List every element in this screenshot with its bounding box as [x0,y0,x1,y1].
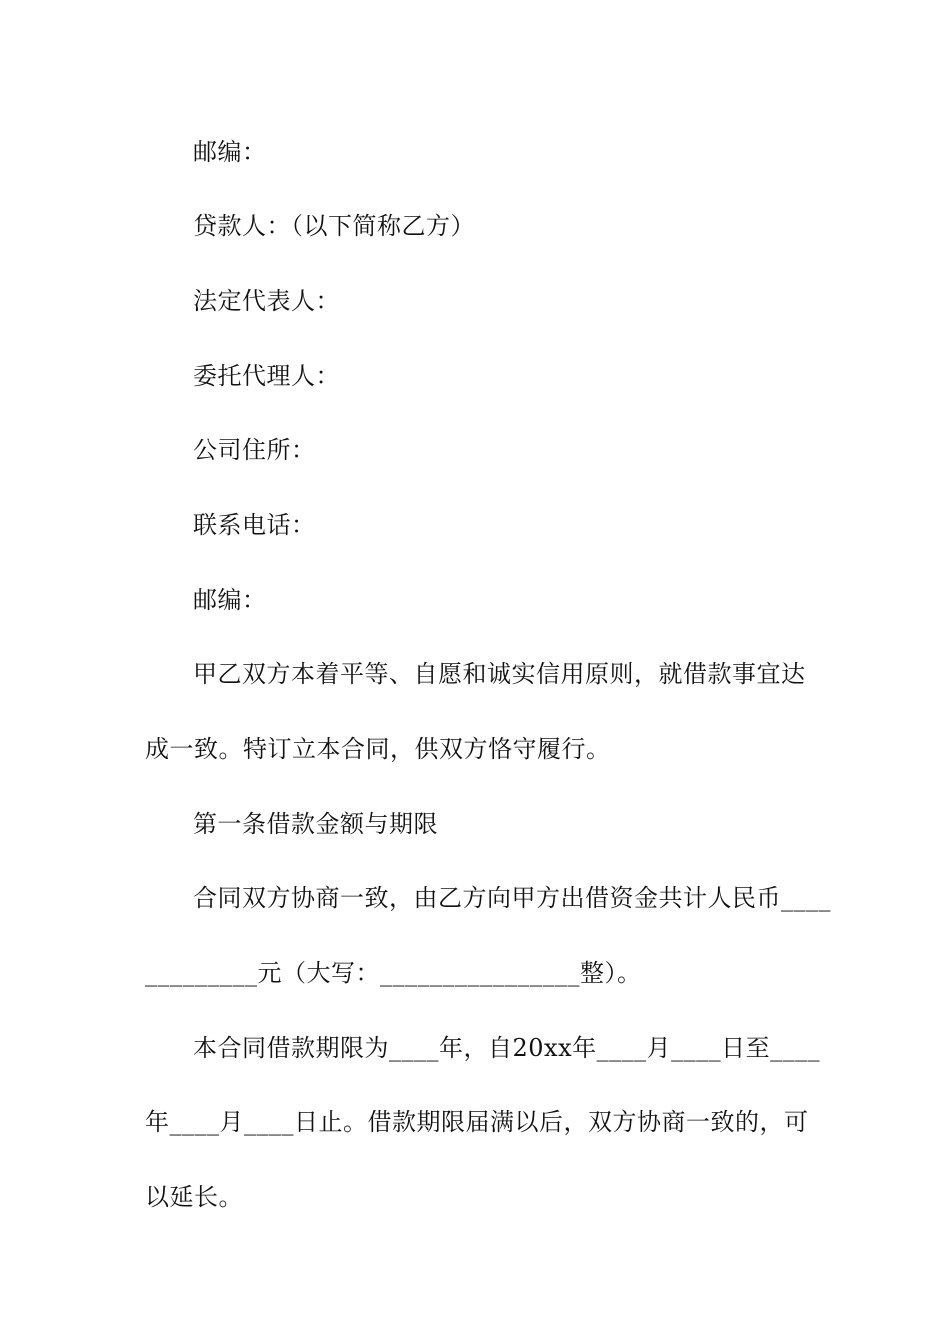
postcode-label-1: 邮编： [193,138,267,166]
preamble-line-1: 甲乙双方本着平等、自愿和诚实信用原则，就借款事宜达 [193,660,806,688]
contact-phone-label: 联系电话： [193,511,316,539]
loan-amount-line-1: 合同双方协商一致，由乙方向甲方出借资金共计人民币____ [193,884,831,912]
loan-term-line-2: 年____月____日止。借款期限届满以后，双方协商一致的，可 [145,1108,809,1136]
loan-term-line-1: 本合同借款期限为____年，自20xx年____月____日至____ [193,1034,821,1062]
article-1-heading: 第一条借款金额与期限 [193,810,438,838]
lender-label: 贷款人：（以下简称乙方） [193,212,475,240]
company-address-label: 公司住所： [193,436,316,464]
legal-representative-label: 法定代表人： [193,287,340,315]
postcode-label-2: 邮编： [193,586,267,614]
loan-term-line-3: 以延长。 [145,1183,243,1211]
authorized-agent-label: 委托代理人： [193,362,340,390]
loan-amount-line-2: _________元（大写：________________整）。 [145,959,642,987]
preamble-line-2: 成一致。特订立本合同，供双方恪守履行。 [145,735,611,763]
